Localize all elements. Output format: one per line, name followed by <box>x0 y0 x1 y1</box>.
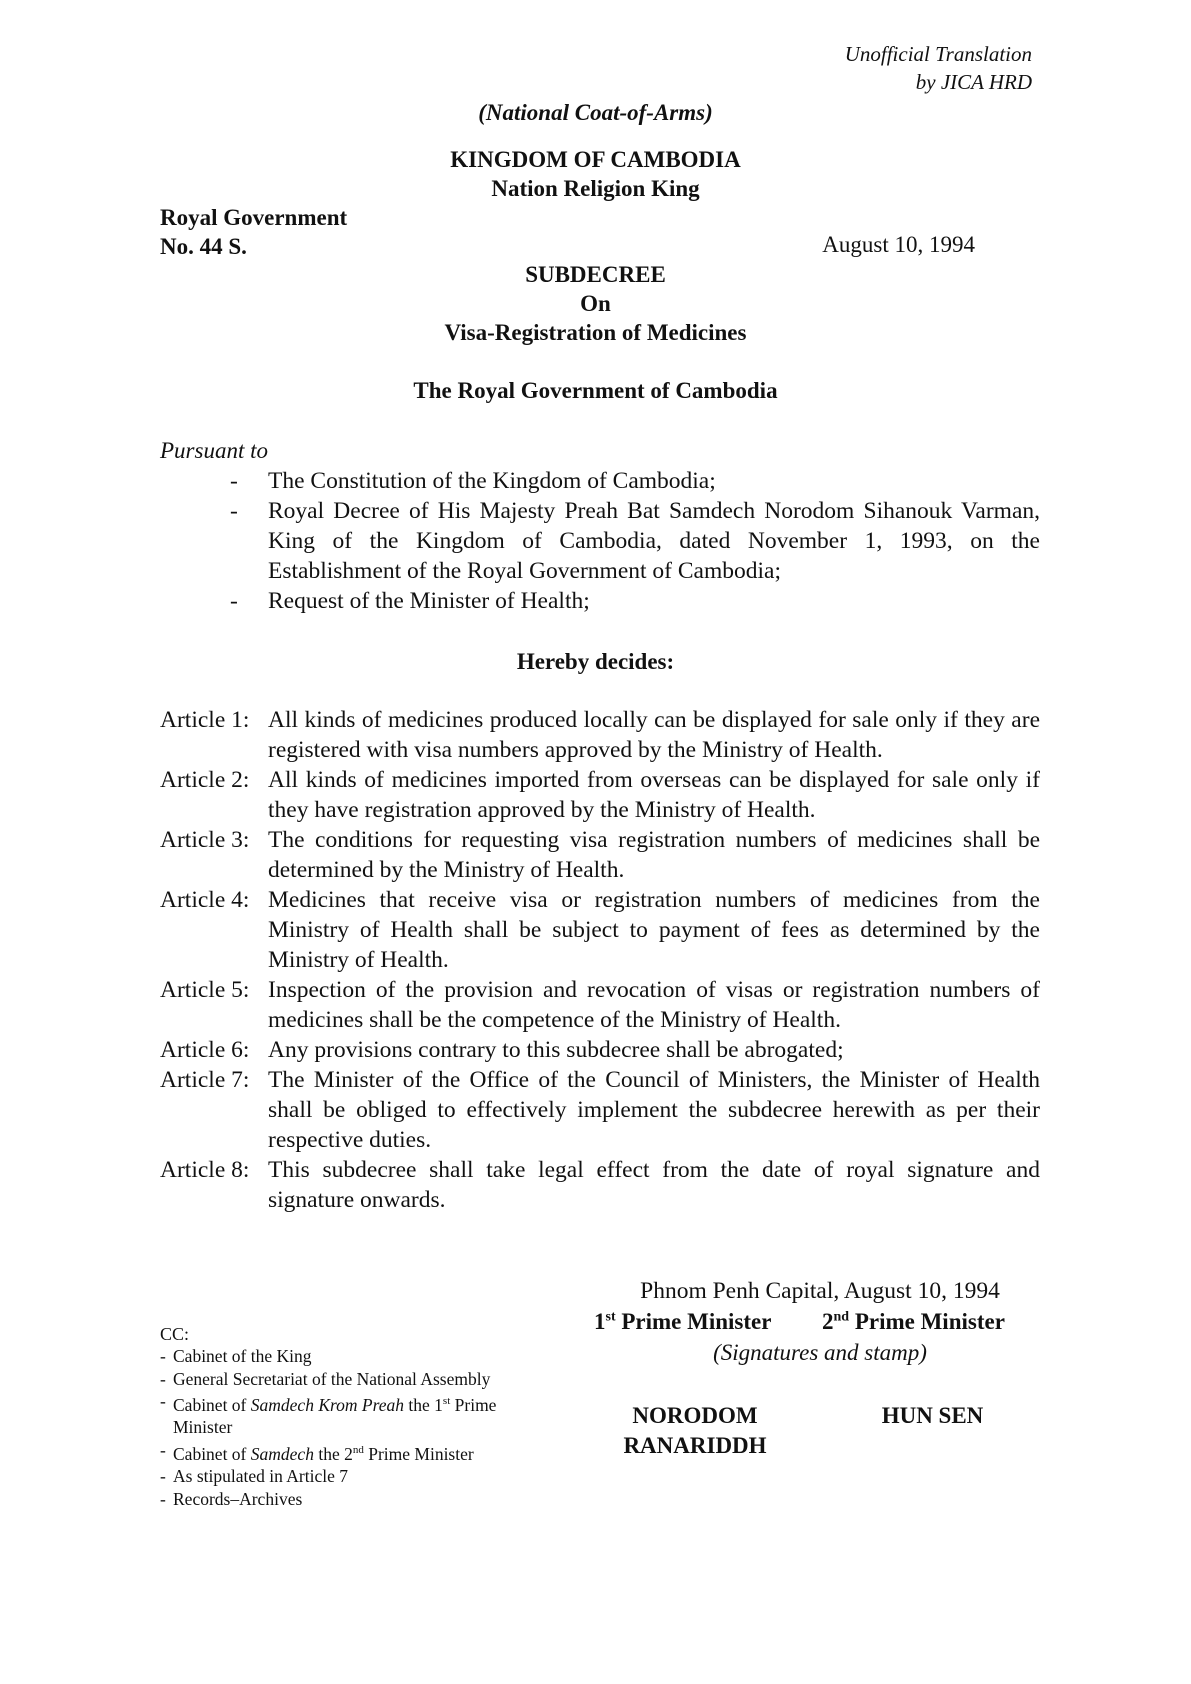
first-prime-minister-title <box>594 1309 771 1335</box>
cc-list <box>160 1345 550 1510</box>
article-label: Article 4: <box>160 887 250 913</box>
signatures-note: (Signatures and stamp) <box>713 1340 927 1365</box>
second-prime-minister-title <box>822 1309 1005 1335</box>
dash: - <box>230 588 238 614</box>
article-text: Inspection of the provision and revocation of visas or registration numbers of medicines shall be the competence of the Ministry of Health. <box>268 977 1040 1033</box>
dash: - <box>230 498 238 524</box>
decision-heading: Hereby decides: <box>516 649 675 674</box>
article-text: Medicines that receive visa or registration numbers of medicines from the Ministry of Health shall be subject to payment of fees as determined by the Ministry of Health. <box>268 887 1040 973</box>
article-label: Article 1: <box>160 707 250 733</box>
cc-item-text-b: Samdech Krom Preah <box>250 1394 405 1415</box>
article-label: Article 5: <box>160 977 250 1003</box>
dash: - <box>160 1368 166 1389</box>
pm1-ordinal: st <box>605 1309 616 1325</box>
issuer-name: Royal Government <box>160 205 348 230</box>
article-label: Article 2: <box>160 767 250 793</box>
pursuant-item <box>160 466 1040 496</box>
cc-item-text-a: Cabinet of <box>173 1443 247 1464</box>
first-prime-minister-name <box>600 1401 790 1461</box>
title-line1: SUBDECREE <box>525 262 666 287</box>
cc-item-text-a: Cabinet of <box>173 1394 247 1415</box>
cc-item-text-b: Samdech <box>250 1443 314 1464</box>
title-line2: On <box>580 291 611 316</box>
article-1 <box>160 705 1040 765</box>
dash: - <box>230 468 238 494</box>
article-label: Article 3: <box>160 827 250 853</box>
pm1-number: 1 <box>594 1309 606 1334</box>
cc-item-text-c: the 2 <box>318 1443 353 1464</box>
pm2-number: 2 <box>822 1309 834 1334</box>
pursuant-item-text: Request of the Minister of Health; <box>268 588 590 614</box>
cc-item <box>160 1368 550 1391</box>
cc-item <box>160 1345 550 1368</box>
second-prime-minister-name: HUN SEN <box>881 1403 984 1428</box>
article-label: Article 7: <box>160 1067 250 1093</box>
article-text: All kinds of medicines imported from overseas can be displayed for sale only if they have registration approved by the Ministry of Health. <box>268 767 1040 823</box>
national-motto: Nation Religion King <box>491 176 700 201</box>
translation-note <box>845 40 1032 96</box>
article-7 <box>160 1065 1040 1155</box>
pm2-ordinal: nd <box>833 1309 850 1325</box>
cc-item-text-c: the 1 <box>408 1394 443 1415</box>
pursuant-list <box>160 466 1040 616</box>
name1-line1: NORODOM <box>632 1403 758 1428</box>
cc-item-ordinal: nd <box>352 1443 364 1456</box>
dash: - <box>160 1346 166 1366</box>
cc-item-text-d: Prime Minister <box>368 1443 474 1464</box>
kingdom-name: KINGDOM OF CAMBODIA <box>450 147 741 172</box>
cc-item-text-d: Prime Minister <box>173 1394 497 1438</box>
name1-line2: RANARIDDH <box>623 1433 767 1458</box>
document-title <box>0 260 1191 347</box>
pursuant-label: Pursuant to <box>160 438 268 463</box>
cc-item-text: As stipulated in Article 7 <box>173 1466 348 1487</box>
pursuant-item-text: Royal Decree of His Majesty Preah Bat Samdech Norodom Sihanouk Varman, King of the Kingdom of Cambodia, dated November 1, 1993, on the Establishment of the Royal Government of Cambodia; <box>268 498 1040 584</box>
article-label: Article 8: <box>160 1157 250 1183</box>
article-8 <box>160 1155 1040 1215</box>
dash: - <box>160 1391 166 1411</box>
cc-label: CC: <box>160 1324 190 1344</box>
article-text: The Minister of the Office of the Council of Ministers, the Minister of Health shall be obliged to effectively implement the subdecree herewith as per their respective duties. <box>268 1067 1040 1153</box>
authority-heading: The Royal Government of Cambodia <box>413 378 778 403</box>
article-text: This subdecree shall take legal effect from the date of royal signature and signature onwards. <box>268 1157 1040 1213</box>
cc-item-text: Cabinet of the King <box>173 1346 312 1366</box>
pursuant-item-text: The Constitution of the Kingdom of Cambodia; <box>268 468 716 494</box>
article-3 <box>160 825 1040 885</box>
cc-item <box>160 1439 550 1465</box>
decree-date: August 10, 1994 <box>822 232 975 257</box>
pm1-title: Prime Minister <box>621 1309 772 1334</box>
article-text: The conditions for requesting visa registration numbers of medicines shall be determined by the Ministry of Health. <box>268 827 1040 883</box>
article-label: Article 6: <box>160 1037 250 1063</box>
articles-list <box>160 705 1040 1215</box>
title-line3: Visa-Registration of Medicines <box>444 320 747 345</box>
pursuant-item <box>160 496 1040 586</box>
article-6 <box>160 1035 1040 1065</box>
dash: - <box>160 1439 166 1460</box>
translation-note-line2: by JICA HRD <box>915 70 1032 94</box>
cc-item-text: General Secretariat of the National Assembly <box>173 1368 491 1389</box>
article-5 <box>160 975 1040 1035</box>
cc-item <box>160 1488 550 1511</box>
pursuant-item <box>160 586 1040 616</box>
cc-item-text: Records–Archives <box>173 1488 303 1509</box>
cc-item <box>160 1390 550 1439</box>
cc-item-ordinal: st <box>442 1395 451 1407</box>
cc-item <box>160 1465 550 1488</box>
kingdom-heading <box>0 145 1191 203</box>
issuer-block <box>160 203 347 261</box>
coat-of-arms-caption: (National Coat-of-Arms) <box>478 100 713 125</box>
dash: - <box>160 1466 166 1487</box>
article-text: Any provisions contrary to this subdecree shall be abrogated; <box>268 1037 844 1063</box>
translation-note-line1: Unofficial Translation <box>844 42 1032 66</box>
decree-number: No. 44 S. <box>160 234 247 259</box>
signing-place-date: Phnom Penh Capital, August 10, 1994 <box>640 1278 1000 1304</box>
article-4 <box>160 885 1040 975</box>
article-2 <box>160 765 1040 825</box>
dash: - <box>160 1488 166 1509</box>
article-text: All kinds of medicines produced locally can be displayed for sale only if they are registered with visa numbers approved by the Ministry of Health. <box>268 707 1040 763</box>
pm2-title: Prime Minister <box>854 1309 1005 1334</box>
